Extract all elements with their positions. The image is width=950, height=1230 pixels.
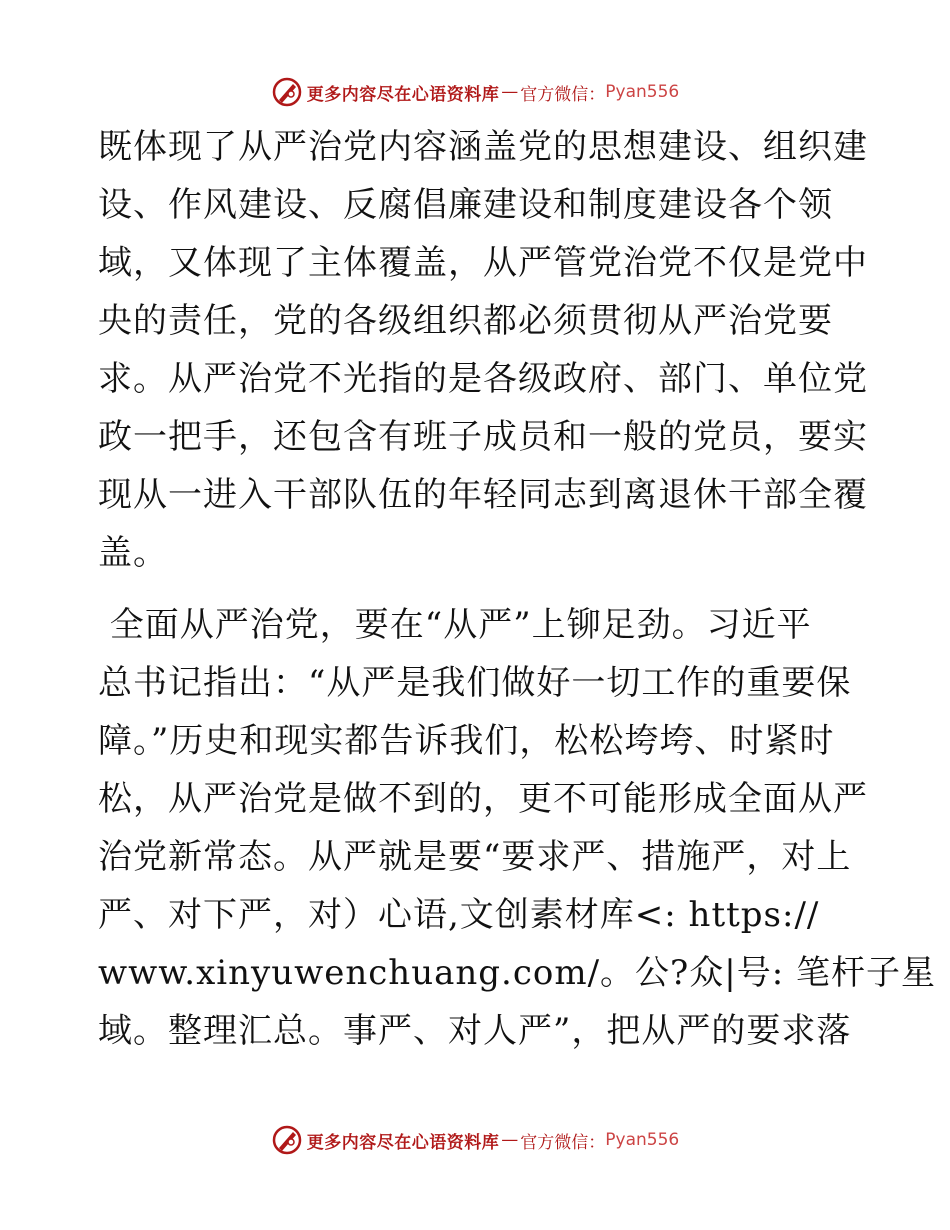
footer-contact-label: 官方微信： <box>520 1132 606 1153</box>
text-line: 设、作风建设、反腐倡廉建设和制度建设各个领 <box>98 185 833 225</box>
text-line: 政一把手，还包含有班子成员和一般的党员，要实 <box>98 417 868 457</box>
text-line: 既体现了从严治党内容涵盖党的思想建设、组织建 <box>98 127 868 167</box>
text-line: 现从一进入干部队伍的年轻同志到离退休干部全覆 <box>98 475 868 515</box>
text-line: 央的责任，党的各级组织都必须贯彻从严治党要 <box>98 301 833 341</box>
header-wechat-handle: Pyan556 <box>605 82 680 102</box>
footer-dash: — <box>501 1130 519 1150</box>
footer-wechat-handle: Pyan556 <box>605 1130 680 1150</box>
text-line: 总书记指出：“从严是我们做好一切工作的重要保 <box>98 663 852 703</box>
pen-logo-icon <box>271 76 303 108</box>
text-line: 盖。 <box>98 533 168 573</box>
header-dash: — <box>501 82 519 102</box>
text-line: 松，从严治党是做不到的，更不可能形成全面从严 <box>98 779 868 819</box>
footer-banner <box>0 1120 950 1160</box>
paragraph-1 <box>98 125 868 589</box>
text-line: 域。整理汇总。事严、对人严”，把从严的要求落 <box>98 1011 852 1051</box>
text-line: 障。”历史和现实都告诉我们，松松垮垮、时紧时 <box>98 721 835 761</box>
text-line: 严、对下严，对）心语,文创素材库<: https:// <box>98 895 820 935</box>
paragraph-gap <box>98 589 858 603</box>
text-line: 全面从严治党，要在“从严”上铆足劲。习近平 <box>98 605 812 645</box>
pen-logo-icon <box>271 1124 303 1156</box>
text-line: 求。从严治党不光指的是各级政府、部门、单位党 <box>98 359 868 399</box>
header-title: 更多内容尽在心语资料库 <box>306 84 500 105</box>
text-line: www.xinyuwenchuang.com/。公?众|号: 笔杆子星 <box>98 953 936 993</box>
header-banner <box>0 72 950 112</box>
header-contact-label: 官方微信： <box>520 84 606 105</box>
footer-title: 更多内容尽在心语资料库 <box>306 1132 500 1153</box>
text-line: 治党新常态。从严就是要“要求严、措施严，对上 <box>98 837 852 877</box>
paragraph-2 <box>98 603 936 1067</box>
document-body <box>98 125 936 1067</box>
text-line: 域，又体现了主体覆盖，从严管党治党不仅是党中 <box>98 243 868 283</box>
